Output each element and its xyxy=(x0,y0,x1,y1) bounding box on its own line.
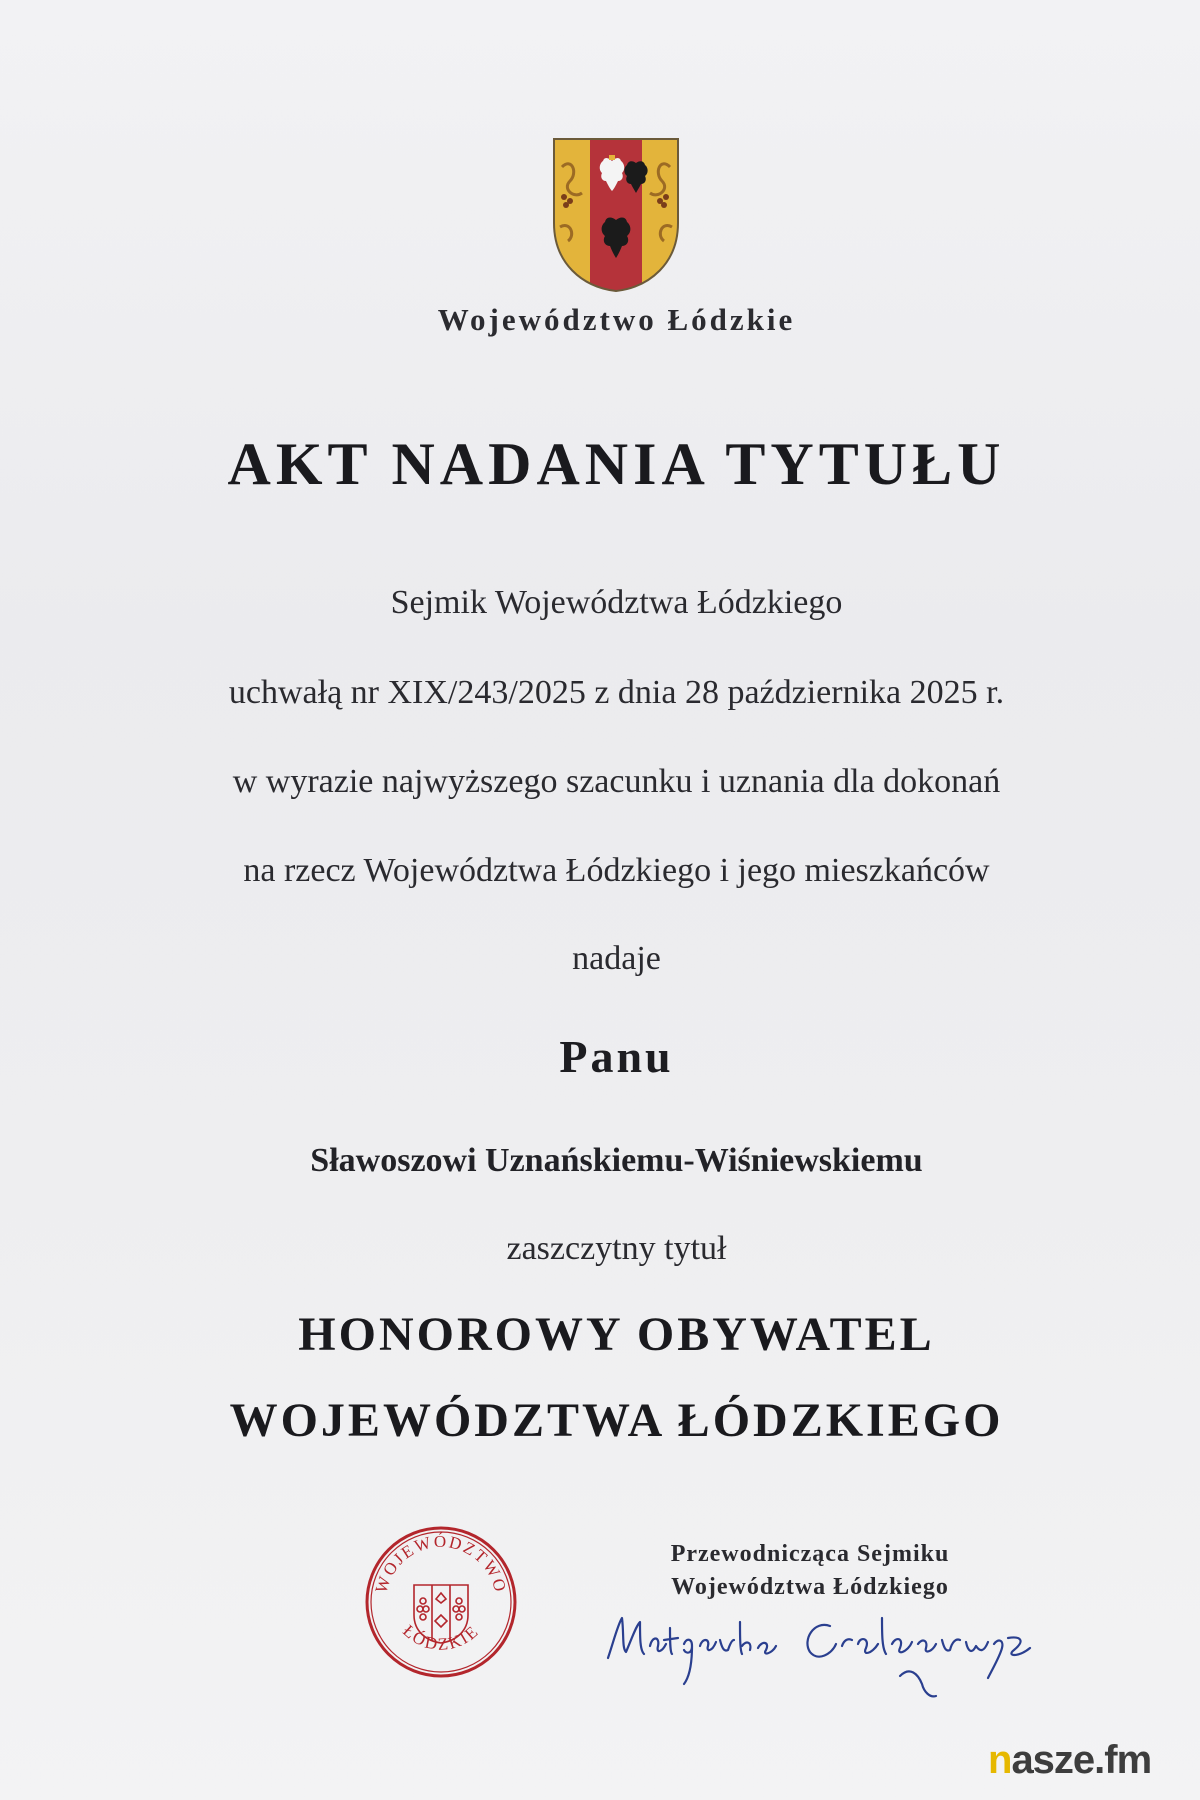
reason-line-1: w wyrazie najwyższego szacunku i uznania dla dokonań xyxy=(232,763,1001,800)
signatory-line-1: Przewodnicząca Sejmiku xyxy=(670,1541,950,1567)
honor-title-line-2: WOJEWÓDZTWA ŁÓDZKIEGO xyxy=(229,1394,1004,1447)
title-intro: zaszczytny tytuł xyxy=(506,1230,727,1267)
svg-text:WOJEWÓDZTWO xyxy=(372,1532,511,1595)
coat-of-arms-icon xyxy=(552,137,680,293)
official-seal-icon xyxy=(362,1523,520,1681)
watermark-accent: n xyxy=(988,1738,1012,1782)
watermark-text: asze.fm xyxy=(1011,1738,1152,1782)
reason-line-2: na rzecz Województwa Łódzkiego i jego mieszkańców xyxy=(243,852,990,889)
seal-text-top: WOJEWÓDZTWO xyxy=(371,1532,511,1596)
organization-name: Województwo Łódzkie xyxy=(437,302,796,337)
watermark-logo xyxy=(988,1738,1151,1786)
honorific: Panu xyxy=(559,1031,674,1082)
resolution-line: uchwałą nr XIX/243/2025 z dnia 28 października 2025 r. xyxy=(228,674,1005,711)
verb-line: nadaje xyxy=(572,940,661,977)
document-title: AKT NADANIA TYTUŁU xyxy=(227,431,1006,497)
honor-title-line-1: HONOROWY OBYWATEL xyxy=(298,1308,935,1361)
signatory-block xyxy=(620,1538,1000,1604)
issuer-line: Sejmik Województwa Łódzkiego xyxy=(390,584,843,621)
signatory-line-2: Województwa Łódzkiego xyxy=(671,1574,949,1600)
handwritten-signature xyxy=(600,1600,1070,1710)
recipient-name: Sławoszowi Uznańskiemu-Wiśniewskiemu xyxy=(310,1142,923,1179)
seal-text-bottom: ŁÓDZKIE xyxy=(399,1621,483,1654)
